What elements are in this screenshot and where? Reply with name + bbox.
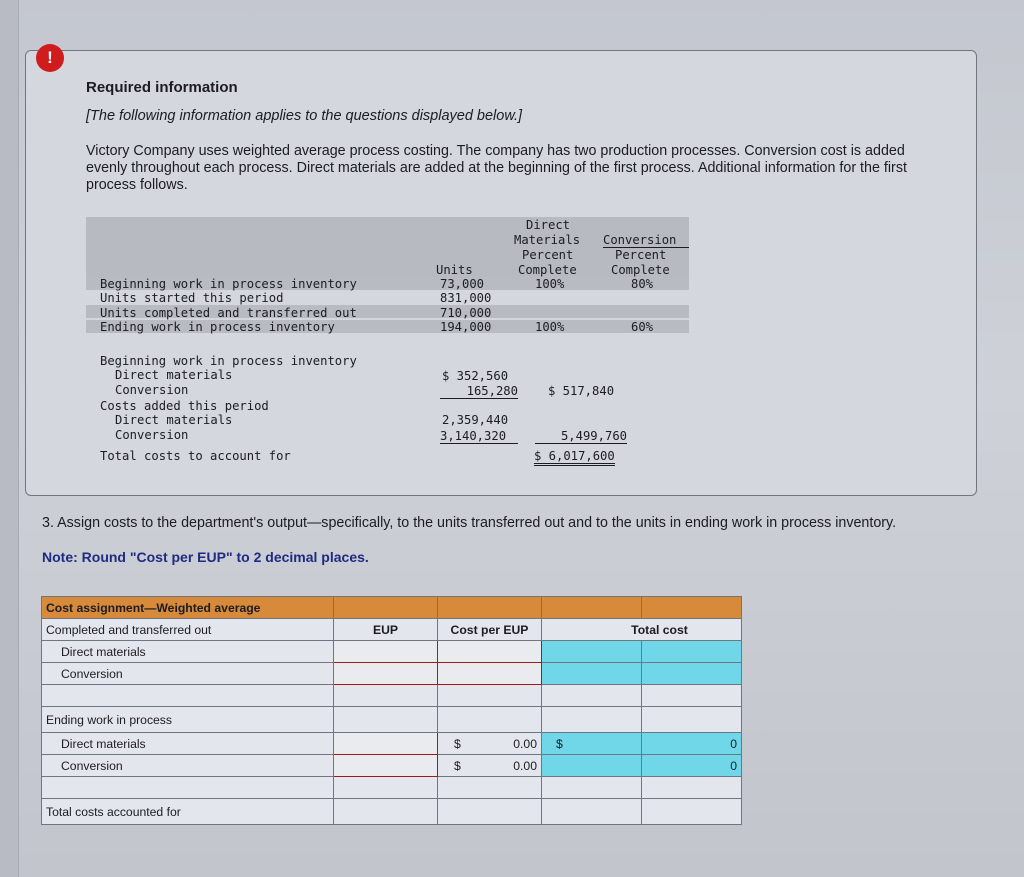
units-row-label: Units completed and transferred out: [100, 306, 357, 320]
costs-beg-conv-value: 165,280: [440, 384, 518, 399]
costs-added-conv-label: Conversion: [115, 428, 189, 442]
completed-dm-label: Direct materials: [42, 641, 334, 663]
alert-icon: !: [36, 44, 64, 72]
ending-dm-cost-per-eup-value: 0.00: [513, 736, 537, 751]
units-row-label: Beginning work in process inventory: [100, 277, 357, 291]
costs-added-total: 5,499,760: [535, 429, 627, 444]
costs-added-dm-value: 2,359,440: [442, 413, 509, 427]
units-row-value: 710,000: [440, 306, 492, 320]
completed-dm-eup-input[interactable]: [334, 641, 438, 663]
eup-column-header: EUP: [334, 619, 438, 641]
units-row-conv: 60%: [631, 320, 654, 334]
conv-header-2: Percent: [615, 248, 667, 262]
costs-added-dm-label: Direct materials: [115, 413, 233, 427]
table-row: [42, 777, 742, 799]
ending-dm-label: Direct materials: [42, 733, 334, 755]
table-row: [42, 619, 742, 641]
question-text: 3. Assign costs to the department's output—specifically, to the units transferred out and to the units in ending work in process inventory.: [42, 515, 897, 531]
cost-per-eup-column-header: Cost per EUP: [438, 619, 542, 641]
costs-beg-dm-label: Direct materials: [115, 368, 233, 382]
left-sidebar-edge: [0, 0, 19, 877]
table-row: [42, 799, 742, 825]
dm-header-2: Materials: [514, 233, 581, 247]
completed-conv-total-cell: [542, 663, 642, 685]
currency-symbol: $: [454, 758, 461, 773]
costs-beg-conv-label: Conversion: [115, 383, 189, 397]
units-row-conv: 80%: [631, 277, 654, 291]
costs-added-conv-value: 3,140,320: [440, 429, 518, 444]
dm-header-4: Complete: [518, 263, 577, 277]
units-header: Units: [436, 263, 473, 277]
currency-symbol: $: [454, 736, 461, 751]
costs-total-value: $ 6,017,600: [534, 449, 615, 466]
units-row-value: 194,000: [440, 320, 492, 334]
table-row: [42, 641, 742, 663]
completed-label: Completed and transferred out: [42, 619, 334, 641]
costs-added-label: Costs added this period: [100, 399, 269, 413]
ending-conv-cost-per-eup: [438, 755, 542, 777]
ending-conv-cost-per-eup-value: 0.00: [513, 758, 537, 773]
conv-header-3: Complete: [611, 263, 670, 277]
rounding-note: Note: Round "Cost per EUP" to 2 decimal places.: [42, 549, 369, 565]
table-title: Cost assignment—Weighted average: [42, 597, 334, 619]
ending-conv-label: Conversion: [42, 755, 334, 777]
completed-dm-total-value: [642, 641, 742, 663]
ending-wip-label: Ending work in process: [42, 707, 334, 733]
completed-conv-eup-input[interactable]: [334, 663, 438, 685]
table-row: [42, 685, 742, 707]
completed-conv-cost-per-eup-input[interactable]: [438, 663, 542, 685]
total-costs-accounted-value: [642, 799, 742, 825]
units-row-value: 831,000: [440, 291, 492, 305]
table-header-row: [42, 597, 742, 619]
table-row: [42, 755, 742, 777]
required-info-title: Required information: [86, 79, 238, 96]
total-costs-accounted-label: Total costs accounted for: [42, 799, 334, 825]
units-row-label: Units started this period: [100, 291, 284, 305]
completed-dm-cost-per-eup-input[interactable]: [438, 641, 542, 663]
completed-dm-total-cell: [542, 641, 642, 663]
units-row-value: 73,000: [440, 277, 485, 291]
ending-dm-total-value: 0: [642, 733, 742, 755]
costs-beg-wip-label: Beginning work in process inventory: [100, 354, 357, 368]
units-table-header-band: [86, 217, 689, 277]
total-cost-column-header: Total cost: [542, 619, 742, 641]
dm-header-3: Percent: [522, 248, 574, 262]
costs-beg-dm-value: $ 352,560: [442, 369, 509, 383]
ending-dm-eup-input[interactable]: [334, 733, 438, 755]
table-row: [42, 663, 742, 685]
ending-conv-total-cell: [542, 755, 642, 777]
ending-conv-total-value: 0: [642, 755, 742, 777]
completed-conv-label: Conversion: [42, 663, 334, 685]
units-row-label: Ending work in process inventory: [100, 320, 335, 334]
units-row-dm: 100%: [535, 277, 565, 291]
costs-beg-total: $ 517,840: [548, 384, 615, 398]
ending-dm-total-cell: [542, 733, 642, 755]
currency-symbol: $: [556, 736, 563, 751]
cost-assignment-table: [41, 596, 742, 825]
completed-conv-total-value: [642, 663, 742, 685]
total-costs-accounted-cell: [542, 799, 642, 825]
dm-header-1: Direct: [526, 218, 571, 232]
units-row-dm: 100%: [535, 320, 565, 334]
conv-header-1: Conversion: [603, 233, 689, 248]
required-info-subtitle: [The following information applies to the questions displayed below.]: [86, 108, 523, 124]
costs-total-label: Total costs to account for: [100, 449, 291, 463]
ending-dm-cost-per-eup: [438, 733, 542, 755]
table-row: [42, 733, 742, 755]
intro-paragraph: Victory Company uses weighted average process costing. The company has two production processes. Conversion cost is added evenly throughout each process. Direct materials are added at the beginning of the first process. Additional information for the first process follows.: [86, 143, 907, 193]
table-row: [42, 707, 742, 733]
ending-conv-eup-input[interactable]: [334, 755, 438, 777]
